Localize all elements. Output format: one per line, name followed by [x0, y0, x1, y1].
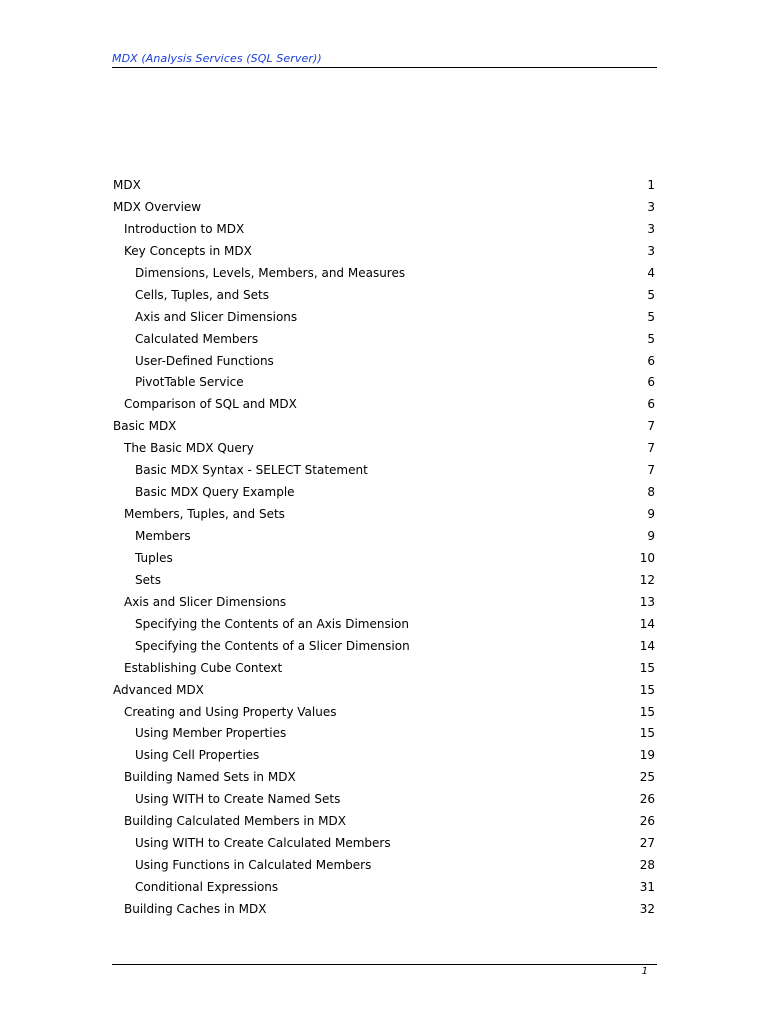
- toc-entry-page: 31: [639, 880, 655, 894]
- toc-entry-title[interactable]: Establishing Cube Context: [124, 660, 283, 675]
- toc-entry[interactable]: [113, 723, 657, 745]
- toc-entry-title[interactable]: Members: [135, 529, 191, 543]
- toc-entry-title[interactable]: Building Calculated Members in MDX: [124, 814, 346, 829]
- toc-entry-title[interactable]: Basic MDX: [113, 419, 177, 434]
- toc-entry-title[interactable]: Introduction to MDX: [124, 221, 245, 236]
- toc-entry[interactable]: [113, 482, 657, 504]
- toc-entry-title[interactable]: Calculated Members: [135, 331, 259, 346]
- toc-entry-page: 6: [647, 397, 655, 412]
- toc-entry-page: 28: [639, 858, 655, 873]
- toc-entry[interactable]: [113, 263, 657, 285]
- toc-entry[interactable]: [113, 745, 657, 767]
- toc-entry[interactable]: [113, 658, 657, 680]
- document-title: MDX (Analysis Services (SQL Server)): [112, 52, 322, 65]
- toc-entry-page: 7: [647, 419, 655, 434]
- toc-entry-page: 7: [647, 463, 655, 478]
- toc-entry[interactable]: [113, 548, 657, 570]
- toc-entry-page: 27: [639, 836, 655, 851]
- toc-entry-page: 9: [647, 507, 655, 522]
- toc-entry[interactable]: [113, 789, 657, 811]
- toc-entry-page: 14: [639, 616, 655, 631]
- toc-entry[interactable]: [113, 504, 657, 526]
- toc-entry[interactable]: [113, 877, 657, 899]
- toc-entry-title[interactable]: Basic MDX Syntax - SELECT Statement: [135, 463, 368, 478]
- toc-entry[interactable]: [113, 855, 657, 877]
- toc-entry-page: 4: [647, 265, 655, 280]
- toc-entry-page: 15: [639, 704, 655, 719]
- toc-entry[interactable]: [113, 833, 657, 855]
- toc-entry-title[interactable]: Using Functions in Calculated Members: [135, 858, 372, 873]
- toc-entry[interactable]: [113, 460, 657, 482]
- toc-entry-page: 12: [639, 572, 655, 587]
- page-number: 1: [641, 966, 648, 977]
- toc-entry-page: 14: [639, 638, 655, 653]
- toc-entry-page: 5: [647, 331, 655, 346]
- toc-entry[interactable]: [113, 372, 657, 394]
- toc-entry-page: 19: [639, 748, 655, 763]
- toc-entry-page: 9: [647, 529, 655, 543]
- toc-entry-title[interactable]: Building Caches in MDX: [124, 901, 267, 916]
- toc-entry[interactable]: [113, 899, 657, 921]
- toc-entry-page: 7: [647, 441, 655, 456]
- toc-entry-page: 26: [639, 792, 655, 807]
- toc-entry-title[interactable]: The Basic MDX Query: [124, 441, 254, 456]
- toc-entry[interactable]: [113, 285, 657, 307]
- toc-entry-page: 15: [639, 660, 655, 675]
- toc-entry[interactable]: [113, 351, 657, 373]
- toc-entry-page: 5: [647, 287, 655, 302]
- toc-entry[interactable]: [113, 329, 657, 351]
- toc-entry-page: 10: [639, 550, 655, 565]
- toc-entry-title[interactable]: Creating and Using Property Values: [124, 704, 337, 719]
- toc-entry[interactable]: [113, 197, 657, 219]
- toc-entry-title[interactable]: PivotTable Service: [135, 375, 244, 390]
- toc-entry-title[interactable]: Conditional Expressions: [135, 880, 279, 894]
- toc-entry[interactable]: [113, 219, 657, 241]
- toc-entry-title[interactable]: Specifying the Contents of a Slicer Dimension: [135, 638, 410, 653]
- toc-entry-page: 25: [639, 770, 655, 785]
- toc-entry[interactable]: [113, 438, 657, 460]
- toc-entry[interactable]: [113, 241, 657, 263]
- toc-entry-title[interactable]: Basic MDX Query Example: [135, 485, 295, 500]
- toc-entry-title[interactable]: Tuples: [135, 550, 173, 565]
- toc-entry-title[interactable]: Using Cell Properties: [135, 748, 260, 763]
- toc-entry-page: 26: [639, 814, 655, 829]
- toc-entry[interactable]: [113, 614, 657, 636]
- toc-entry[interactable]: [113, 636, 657, 658]
- toc-entry-title[interactable]: Comparison of SQL and MDX: [124, 397, 297, 412]
- toc-entry-title[interactable]: Using Member Properties: [135, 726, 287, 741]
- toc-entry-page: 32: [639, 901, 655, 916]
- toc-entry-title[interactable]: Axis and Slicer Dimensions: [135, 309, 298, 324]
- toc-entry[interactable]: [113, 416, 657, 438]
- toc-entry-page: 13: [639, 594, 655, 609]
- toc-entry-title[interactable]: Cells, Tuples, and Sets: [135, 287, 269, 302]
- toc-entry-page: 15: [639, 726, 655, 741]
- toc-entry-title[interactable]: Key Concepts in MDX: [124, 243, 252, 258]
- toc-entry-title[interactable]: Members, Tuples, and Sets: [124, 507, 285, 522]
- toc-entry-page: 3: [647, 199, 655, 214]
- toc-entry-page: 3: [647, 221, 655, 236]
- toc-entry-title[interactable]: MDX Overview: [113, 199, 202, 214]
- toc-entry[interactable]: [113, 570, 657, 592]
- toc-entry[interactable]: [113, 702, 657, 724]
- toc-entry-title[interactable]: Axis and Slicer Dimensions: [124, 594, 287, 609]
- toc-entry[interactable]: [113, 307, 657, 329]
- toc-entry-title[interactable]: Dimensions, Levels, Members, and Measures: [135, 265, 406, 280]
- toc-entry-title[interactable]: Using WITH to Create Named Sets: [135, 792, 341, 807]
- toc-entry-page: 6: [647, 353, 655, 368]
- toc-entry-title[interactable]: Specifying the Contents of an Axis Dimension: [135, 616, 409, 631]
- toc-entry[interactable]: [113, 680, 657, 702]
- toc-entry[interactable]: [113, 592, 657, 614]
- toc-entry-page: 15: [639, 682, 655, 697]
- toc-entry-title[interactable]: Advanced MDX: [113, 682, 204, 697]
- toc-entry-page: 6: [647, 375, 655, 390]
- toc-entry[interactable]: [113, 767, 657, 789]
- toc-entry-title[interactable]: Sets: [135, 572, 161, 587]
- toc-entry[interactable]: [113, 394, 657, 416]
- toc-entry[interactable]: [113, 526, 657, 548]
- toc-entry-title[interactable]: Building Named Sets in MDX: [124, 770, 296, 785]
- toc-entry-page: 5: [647, 309, 655, 324]
- toc-entry[interactable]: [113, 175, 657, 197]
- toc-entry-page: 8: [647, 485, 655, 500]
- toc-entry-title[interactable]: Using WITH to Create Calculated Members: [135, 836, 391, 851]
- header-divider: [112, 67, 657, 68]
- toc-entry-page: 1: [647, 178, 655, 192]
- toc-entry-title[interactable]: User-Defined Functions: [135, 353, 274, 368]
- toc-entry[interactable]: [113, 811, 657, 833]
- table-of-contents: [113, 175, 657, 921]
- toc-entry-page: 3: [647, 243, 655, 258]
- toc-entry-title[interactable]: MDX: [113, 178, 141, 192]
- footer-divider: [112, 964, 657, 965]
